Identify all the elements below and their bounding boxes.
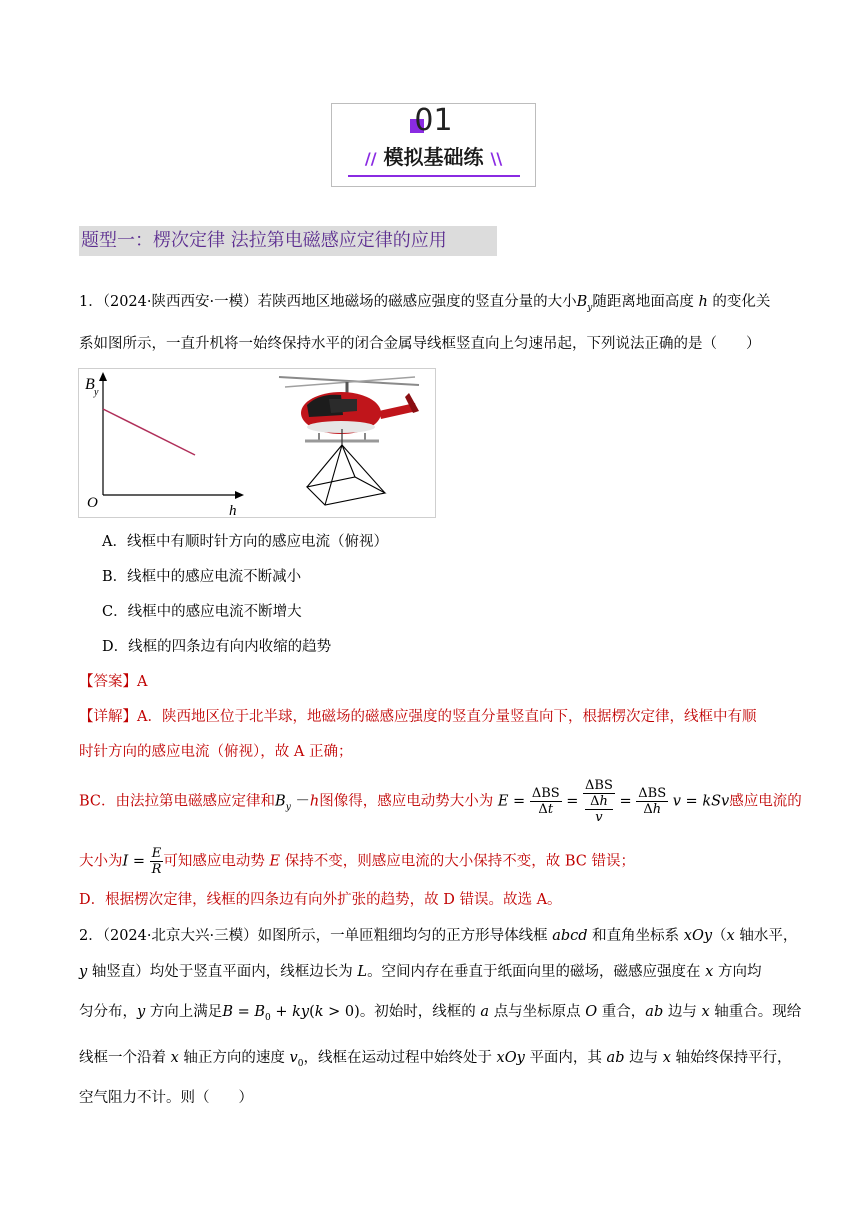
q1-option-d: D．线框的四条边有向内收缩的趋势: [102, 639, 332, 655]
origin-label: O: [87, 495, 98, 511]
q1-option-a: A．线框中有顺时针方向的感应电流（俯视）: [102, 534, 388, 550]
section-badge: [331, 103, 536, 187]
helicopter-illustration: [279, 377, 419, 445]
q1-option-b: B．线框中的感应电流不断减小: [102, 569, 302, 585]
q1-answer: 【答案】A: [79, 674, 148, 690]
q1-line2: 系如图所示，一直升机将一始终保持水平的闭合金属导线框竖直向上匀速吊起，下列说法正确的是（ ）: [79, 336, 761, 352]
wire-frame-illustration: [307, 445, 385, 505]
by-vs-h-line: [103, 409, 195, 455]
badge-underline: [348, 175, 520, 177]
section-heading: [79, 226, 497, 256]
badge-title: // 模拟基础练 \\: [364, 145, 503, 169]
y-axis-sub: y: [94, 387, 99, 398]
y-axis-arrow: [99, 372, 107, 381]
q2-line5: 空气阻力不计。则（ ）: [79, 1090, 253, 1106]
q1-option-c: C．线框中的感应电流不断增大: [102, 604, 302, 620]
q1-line1: 1．（2024·陕西西安·一模）若陕西地区地磁场的磁感应强度的竖直分量的大小$B_y$随距离地面高度 h 的变化关: [79, 294, 771, 313]
q1-figure: [78, 368, 436, 518]
q1-figure-svg: [79, 369, 435, 517]
section-title: 题型一：楞次定律 法拉第电磁感应定律的应用: [81, 230, 447, 251]
q1-detail-line3: BC．由法拉第电磁感应定律和$B_y -h$图像得，感应电动势大小为 E = $\frac{\text{ΔBS}}{\Delta t}$ = ΔBS Δh v = $\frac{\text{ΔBS}}{\Delta h}$ v = kSv感应电流的: [79, 778, 802, 825]
q1-detail-line5: D．根据楞次定律，线框的四条边有向外扩张的趋势，故 D 错误。故选 A。: [79, 892, 562, 908]
q1-detail-line2: 时针方向的感应电流（俯视），故 A 正确；: [79, 744, 353, 760]
x-axis-label: h: [229, 503, 237, 517]
q2-line2: y 轴竖直）均处于竖直平面内，线框边长为 L。空间内存在垂直于纸面向里的磁场，磁感应强度在 x 方向均: [79, 964, 762, 980]
q2-line3: 匀分布，y 方向上满足$B = B_0 + ky(k > 0)$。初始时，线框的 a 点与坐标原点 O 重合，ab 边与 x 轴重合。现给: [79, 1004, 802, 1023]
y-axis-label: B: [85, 376, 95, 393]
q2-line1: 2．（2024·北京大兴·三模）如图所示，一单匝粗细均匀的正方形导体线框 abcd 和直角坐标系 xOy（x 轴水平，: [79, 928, 798, 944]
q1-detail-line4: 大小为I = $\frac{E}{R}$ 可知感应电动势 E 保持不变，则感应电流的大小保持不变，故 BC 错误；: [79, 846, 635, 877]
badge-number: 01: [414, 103, 453, 138]
x-axis-arrow: [235, 491, 244, 499]
q1-detail-line1: 【详解】A．陕西地区位于北半球，地磁场的磁感应强度的竖直分量竖直向下，根据楞次定律，线框中有顺: [79, 709, 757, 725]
q2-line4: 线框一个沿着 x 轴正方向的速度 $v_0$，线框在运动过程中始终处于 xOy 平面内，其 ab 边与 x 轴始终保持平行，: [79, 1050, 792, 1069]
